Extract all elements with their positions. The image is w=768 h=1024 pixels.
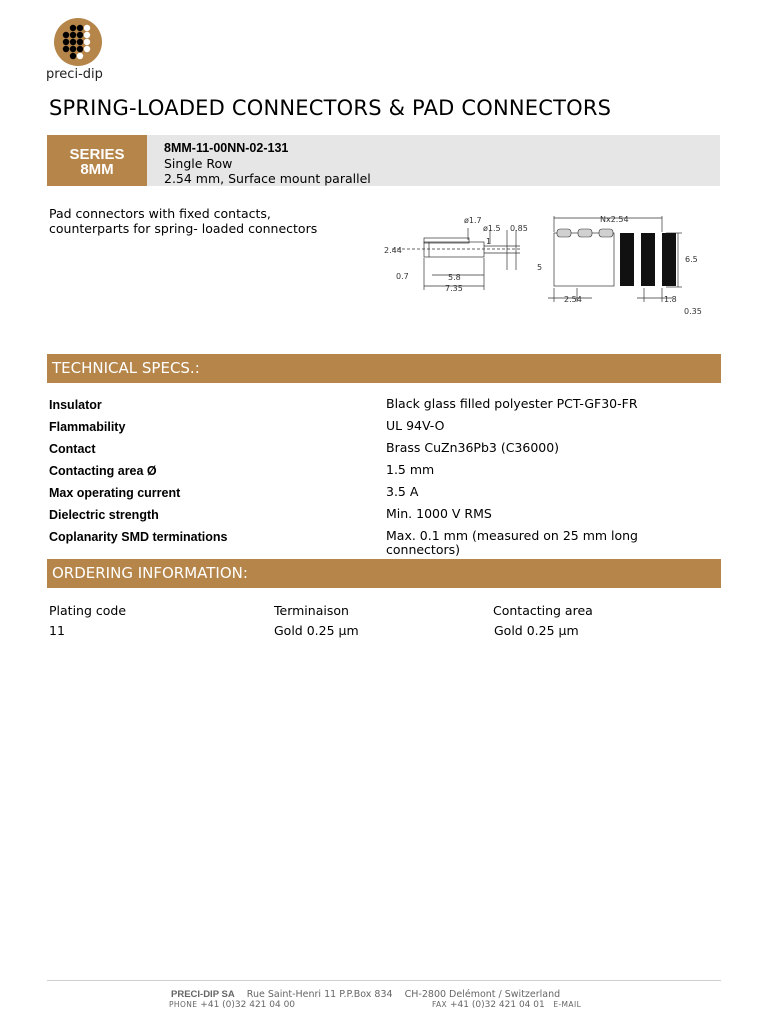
footer-fax-label: FAX (432, 1000, 448, 1009)
spec-value: 1.5 mm (386, 462, 435, 477)
footer-company: PRECI-DIP SA (171, 989, 235, 1000)
spec-label: Contacting area Ø (49, 464, 157, 478)
footer-fax-line (432, 1000, 581, 1010)
series-badge-line1: SERIES (69, 146, 125, 163)
row-type: Single Row (164, 156, 233, 171)
description-line2: counterparts for spring- loaded connectors (49, 221, 318, 236)
spec-row (49, 442, 721, 464)
dim-d15: ø1.5 (483, 224, 501, 233)
spec-label: Max operating current (49, 486, 181, 500)
footer-divider (47, 980, 721, 981)
dim-65: 6.5 (685, 255, 698, 264)
spec-value: 3.5 A (386, 484, 419, 499)
dim-d17: ø1.7 (464, 216, 482, 225)
footer-phone: +41 (0)32 421 04 00 (200, 1000, 296, 1010)
footer-fax: +41 (0)32 421 04 01 (449, 1000, 545, 1010)
part-number: 8MM-11-00NN-02-131 (164, 141, 289, 155)
technical-drawing (382, 210, 712, 320)
page-title: SPRING-LOADED CONNECTORS & PAD CONNECTORS (49, 96, 612, 120)
ordering-termination-value: Gold 0.25 µm (274, 623, 359, 638)
footer-email-label: E-MAIL (553, 1000, 582, 1009)
footer-address-line (171, 989, 560, 1000)
mount-type: 2.54 mm, Surface mount parallel (164, 171, 371, 186)
dim-244: 2.44 (384, 246, 402, 255)
spec-label: Flammability (49, 420, 126, 434)
spec-row (49, 528, 721, 557)
ordering-col-plating: Plating code (49, 603, 127, 618)
spec-label: Dielectric strength (49, 508, 159, 522)
series-info (164, 141, 371, 186)
spec-value: UL 94V-O (386, 418, 445, 433)
dim-pitch: Nx2.54 (600, 215, 629, 224)
footer-city: CH-2800 Delémont / Switzerland (404, 989, 561, 1000)
ordering-col-contact: Contacting area (493, 603, 593, 618)
dim-085: 0.85 (510, 224, 528, 233)
tech-specs-heading: TECHNICAL SPECS.: (47, 354, 721, 383)
spec-row (49, 398, 721, 420)
spec-row (49, 508, 721, 530)
logo (46, 18, 116, 84)
series-badge (47, 135, 147, 186)
dim-5: 5 (537, 263, 543, 272)
footer-address: Rue Saint-Henri 11 P.P.Box 834 (246, 989, 393, 1000)
spec-label: Coplanarity SMD terminations (49, 530, 228, 544)
description-line1: Pad connectors with fixed contacts, (49, 206, 271, 221)
spec-value: Brass CuZn36Pb3 (C36000) (386, 440, 560, 455)
dim-735: 7.35 (445, 284, 463, 293)
ordering-heading: ORDERING INFORMATION: (47, 559, 721, 588)
footer-phone-label: PHONE (169, 1000, 198, 1009)
description (49, 206, 349, 236)
dim-254: 2.54 (564, 295, 582, 304)
series-header (47, 135, 720, 186)
dim-1: 1 (486, 237, 492, 246)
ordering-contact-value: Gold 0.25 µm (494, 623, 579, 638)
spec-value: Black glass filled polyester PCT-GF30-FR (386, 396, 638, 411)
spec-value: Max. 0.1 mm (measured on 25 mm long connectors) (386, 528, 638, 557)
logo-mark (54, 18, 102, 66)
spec-row (49, 420, 721, 442)
dim-58: 5.8 (448, 273, 461, 282)
dim-035: 0.35 (684, 307, 702, 316)
spec-row (49, 464, 721, 486)
ordering-col-termination: Terminaison (274, 603, 349, 618)
spec-value: Min. 1000 V RMS (386, 506, 492, 521)
series-badge-line2: 8MM (80, 161, 114, 178)
brand-name: preci-dip (46, 67, 103, 82)
spec-label: Insulator (49, 398, 102, 412)
ordering-plating-value: 11 (49, 623, 65, 638)
dim-07: 0.7 (396, 272, 409, 281)
spec-label: Contact (49, 442, 96, 456)
footer-phone-line (169, 1000, 295, 1010)
dim-18: 1.8 (664, 295, 677, 304)
spec-row (49, 486, 721, 508)
